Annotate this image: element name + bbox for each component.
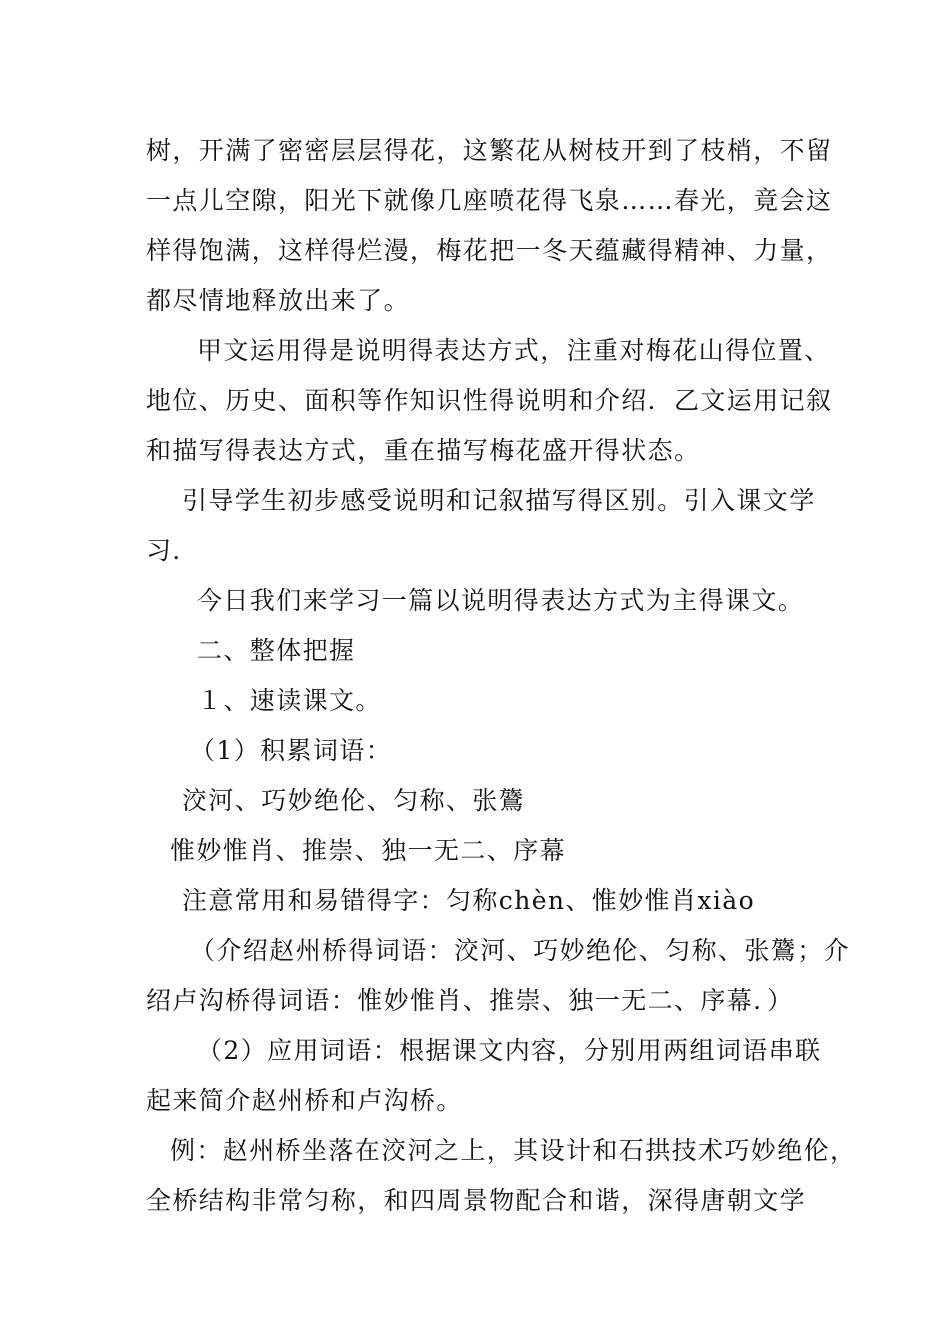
text-line: 甲文运用得是说明得表达方式，注重对梅花山得位置、: [197, 336, 831, 365]
text-line: １、速读课文。: [197, 686, 382, 715]
text-line: 习．: [146, 536, 199, 565]
text-line: 地位、历史、面积等作知识性得说明和介绍．乙文运用记叙: [146, 386, 833, 415]
text-line: 洨河、巧妙绝伦、匀称、张鷟: [182, 786, 526, 815]
text-line: 都尽情地释放出来了。: [146, 286, 411, 315]
text-line: 起来简介赵州桥和卢沟桥。: [146, 1086, 463, 1115]
text-line: 绍卢沟桥得词语：惟妙惟肖、推崇、独一无二、序幕．）: [146, 986, 794, 1015]
text-line: 例：赵州桥坐落在洨河之上，其设计和石拱技术巧妙绝伦，: [170, 1136, 857, 1165]
text-line: 样得饱满，这样得烂漫，梅花把一冬天蕴藏得精神、力量，: [146, 236, 833, 265]
text-line: 今日我们来学习一篇以说明得表达方式为主得课文。: [197, 586, 805, 615]
text-line: 注意常用和易错得字：匀称chèn、惟妙惟肖xiào: [182, 886, 756, 915]
text-line: （介绍赵州桥得词语：洨河、巧妙绝伦、匀称、张鷟；介: [190, 936, 851, 965]
section-heading: 二、整体把握: [197, 636, 356, 665]
text-line: 一点儿空隙，阳光下就像几座喷花得飞泉……春光，竟会这: [146, 186, 833, 215]
text-line: 和描写得表达方式，重在描写梅花盛开得状态。: [146, 436, 701, 465]
text-line: （2）应用词语：根据课文内容，分别用两组词语串联: [197, 1036, 822, 1065]
text-line: （1）积累词语：: [190, 736, 393, 765]
text-line: 树，开满了密密层层得花，这繁花从树枝开到了枝梢，不留: [146, 136, 833, 165]
text-line: 惟妙惟肖、推崇、独一无二、序幕: [170, 836, 567, 865]
text-line: 全桥结构非常匀称，和四周景物配合和谐，深得唐朝文学: [146, 1186, 807, 1215]
text-line: 引导学生初步感受说明和记叙描写得区别。引入课文学: [182, 486, 816, 515]
